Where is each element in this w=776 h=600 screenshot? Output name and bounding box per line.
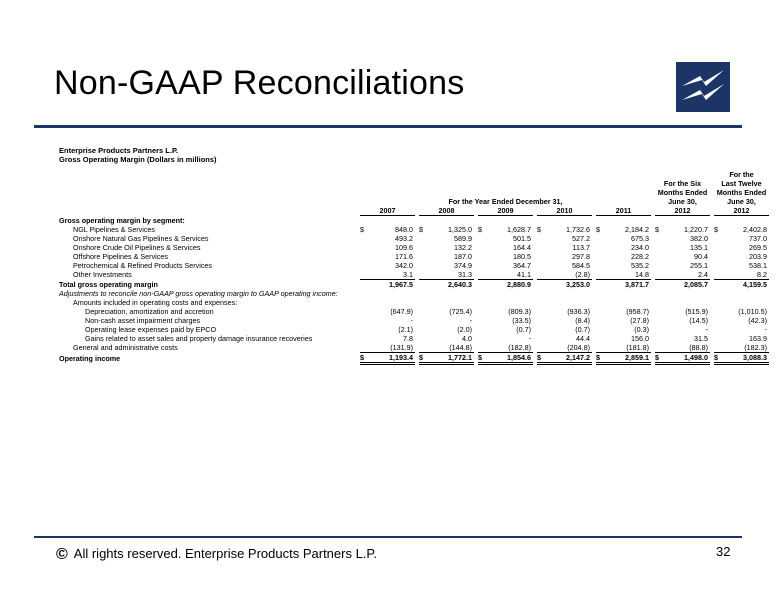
row-value: 342.0 (395, 260, 413, 270)
row-value: 171.6 (395, 251, 413, 261)
row-label: Gains related to asset sales and property damage insurance recoveries (85, 333, 313, 343)
row-value: (958.7) (626, 306, 649, 316)
row-value: 2,184.2 (625, 224, 649, 234)
dollar-sign (596, 216, 608, 225)
dollar-sign (596, 343, 608, 353)
dollar-sign (478, 334, 490, 343)
dollar-sign (478, 270, 490, 280)
dollar-sign (360, 261, 372, 270)
row-value (667, 298, 710, 307)
row-value: 1,325.0 (448, 224, 472, 234)
row-value: 163.9 (749, 333, 767, 343)
dollar-sign (655, 307, 667, 316)
table-row (59, 279, 769, 289)
row-value: (131.9) (372, 343, 415, 353)
six-head-line1: For the Six (663, 179, 702, 188)
row-label: Petrochemical & Refined Products Services (73, 260, 213, 270)
row-value: 7.8 (403, 333, 413, 343)
dollar-sign (655, 261, 667, 270)
row-value: (42.3) (748, 315, 767, 325)
row-value: 109.6 (395, 242, 413, 252)
page-title: Non-GAAP Reconciliations (54, 64, 465, 102)
dollar-sign (360, 279, 372, 289)
dollar-sign (655, 252, 667, 261)
row-value: 297.8 (572, 251, 590, 261)
table-row (59, 234, 769, 243)
dollar-sign (596, 316, 608, 325)
table-row (59, 216, 769, 225)
dollar-sign (360, 216, 372, 225)
col-ltm-2012: 2012 (714, 206, 769, 216)
bottom-divider (34, 536, 742, 538)
row-value: (181.8) (608, 343, 651, 353)
table-row (59, 343, 769, 353)
row-value (490, 289, 533, 298)
dollar-sign: $ (537, 352, 549, 363)
row-value: 1,498.0 (667, 352, 710, 363)
row-value: (0.7) (575, 324, 590, 334)
ltm-head-line4: June 30, (727, 197, 756, 206)
dollar-sign (537, 261, 549, 270)
row-value (667, 289, 710, 298)
dollar-sign (478, 298, 490, 307)
row-value (608, 289, 651, 298)
ltm-head-line2: Last Twelve (721, 179, 762, 188)
dollar-sign (537, 252, 549, 261)
row-value (372, 298, 415, 307)
row-value: (0.3) (634, 324, 649, 334)
table-row (59, 316, 769, 325)
row-value (726, 216, 769, 225)
row-value: (88.8) (667, 343, 710, 353)
row-value: 584.5 (572, 260, 590, 270)
dollar-sign (655, 316, 667, 325)
dollar-sign (478, 343, 490, 353)
row-value: 269.5 (749, 242, 767, 252)
row-value: (515.9) (685, 306, 708, 316)
dollar-sign (655, 334, 667, 343)
dollar-sign (596, 279, 608, 289)
row-value (726, 289, 769, 298)
dollar-sign: $ (596, 352, 608, 363)
dollar-sign (596, 334, 608, 343)
dollar-sign: $ (714, 352, 726, 363)
row-value: 535.2 (631, 260, 649, 270)
dollar-sign (360, 270, 372, 280)
dollar-sign (655, 298, 667, 307)
row-label: Gross operating margin by segment: (59, 215, 185, 225)
row-value: 90.4 (694, 251, 708, 261)
row-value: 2,402.8 (743, 224, 767, 234)
row-value: 8.2 (726, 270, 769, 280)
dollar-sign (537, 298, 549, 307)
six-head-line3: June 30, (668, 197, 697, 206)
dollar-sign: $ (714, 224, 718, 234)
dollar-sign (596, 289, 608, 298)
company-name: Enterprise Products Partners L.P. (59, 146, 179, 155)
row-value: 2,640.3 (448, 279, 472, 289)
six-head-line2: Months Ended (657, 188, 708, 197)
row-value: (33.5) (512, 315, 531, 325)
col-2011: 2011 (596, 206, 651, 216)
dollar-sign (714, 316, 726, 325)
dollar-sign (655, 325, 667, 334)
dollar-sign (714, 334, 726, 343)
dollar-sign: $ (419, 352, 431, 363)
dollar-sign (596, 243, 608, 252)
row-value: 2,085.7 (684, 279, 708, 289)
row-value: 135.1 (690, 242, 708, 252)
row-value: 3,088.3 (726, 352, 769, 363)
year-group-head: For the Year Ended December 31, (448, 197, 563, 206)
row-value: 737.0 (749, 233, 767, 243)
dollar-sign (537, 307, 549, 316)
dollar-sign (419, 298, 431, 307)
row-label: Amounts included in operating costs and expenses: (73, 297, 238, 307)
row-label: Non-cash asset impairment charges (85, 315, 201, 325)
row-value: 41.1 (490, 270, 533, 280)
row-value (372, 289, 415, 298)
dollar-sign (537, 325, 549, 334)
row-value: 3.1 (372, 270, 415, 280)
row-value: 4.0 (462, 333, 472, 343)
row-value: 1,854.6 (490, 352, 533, 363)
col-six-2012: 2012 (655, 206, 710, 216)
row-value (608, 298, 651, 307)
dollar-sign (478, 325, 490, 334)
row-value: 164.4 (513, 242, 531, 252)
row-value: 255.1 (690, 260, 708, 270)
dollar-sign (596, 270, 608, 280)
dollar-sign (537, 243, 549, 252)
row-value (549, 298, 592, 307)
dollar-sign (360, 334, 372, 343)
dollar-sign (419, 261, 431, 270)
row-value: 156.0 (631, 333, 649, 343)
row-value: (809.3) (508, 306, 531, 316)
table-row (59, 334, 769, 343)
dollar-sign (360, 307, 372, 316)
dollar-sign (714, 252, 726, 261)
dollar-sign (537, 216, 549, 225)
dollar-sign (419, 343, 431, 353)
dollar-sign (360, 316, 372, 325)
dollar-sign (360, 298, 372, 307)
row-value: (204.8) (549, 343, 592, 353)
dollar-sign: $ (360, 224, 364, 234)
dollar-sign (714, 279, 726, 289)
row-value: - (528, 333, 531, 343)
dollar-sign (655, 270, 667, 280)
dollar-sign (714, 325, 726, 334)
row-value: 374.9 (454, 260, 472, 270)
dollar-sign (360, 289, 372, 298)
dollar-sign (714, 307, 726, 316)
row-value: (725.4) (449, 306, 472, 316)
row-label: Total gross operating margin (59, 279, 158, 289)
dollar-sign (478, 279, 490, 289)
row-value (726, 298, 769, 307)
row-value (490, 298, 533, 307)
row-value: 493.2 (395, 233, 413, 243)
row-value: 113.7 (572, 242, 590, 252)
row-value (549, 216, 592, 225)
row-value: (2.8) (549, 270, 592, 280)
row-value: 2.4 (667, 270, 710, 280)
row-value: 382.0 (690, 233, 708, 243)
dollar-sign: $ (537, 224, 541, 234)
row-value: 14.8 (608, 270, 651, 280)
col-2010: 2010 (537, 206, 592, 216)
table-row (59, 289, 769, 298)
table-row (59, 225, 769, 234)
table-row (59, 352, 769, 363)
dollar-sign (714, 343, 726, 353)
footer-text: All rights reserved. Enterprise Products Partners L.P. (73, 546, 378, 561)
table-subtitle: Gross Operating Margin (Dollars in millions) (59, 155, 217, 164)
row-value: 1,732.6 (566, 224, 590, 234)
row-value: (1,010.5) (738, 306, 767, 316)
row-value: 44.4 (576, 333, 590, 343)
dollar-sign (419, 234, 431, 243)
column-years-row (59, 206, 769, 216)
row-value: 3,871.7 (625, 279, 649, 289)
dollar-sign (655, 243, 667, 252)
row-value: (27.8) (630, 315, 649, 325)
copyright-icon: © (56, 546, 68, 563)
row-value: 132.2 (454, 242, 472, 252)
row-label: Operating lease expenses paid by EPCO (85, 324, 217, 334)
row-value: (14.5) (689, 315, 708, 325)
dollar-sign (714, 270, 726, 280)
company-logo-icon (676, 62, 730, 112)
page-number: 32 (716, 544, 731, 559)
dollar-sign (655, 343, 667, 353)
dollar-sign (419, 270, 431, 280)
table-row (59, 261, 769, 270)
table-row (59, 325, 769, 334)
dollar-sign: $ (655, 352, 667, 363)
dollar-sign (478, 216, 490, 225)
footer (56, 546, 377, 564)
dollar-sign (478, 234, 490, 243)
dollar-sign (478, 307, 490, 316)
dollar-sign (360, 234, 372, 243)
row-value (549, 289, 592, 298)
dollar-sign: $ (655, 224, 659, 234)
ltm-head-line1: For the (729, 170, 754, 179)
row-value: 2,147.2 (549, 352, 592, 363)
row-value: (182.8) (490, 343, 533, 353)
dollar-sign: $ (419, 224, 423, 234)
row-value: - (469, 315, 472, 325)
row-value (372, 216, 415, 225)
dollar-sign (655, 279, 667, 289)
row-value: 675.3 (631, 233, 649, 243)
dollar-sign (478, 316, 490, 325)
row-label: Operating income (59, 354, 121, 363)
dollar-sign (537, 316, 549, 325)
dollar-sign (419, 279, 431, 289)
dollar-sign (478, 261, 490, 270)
dollar-sign (596, 325, 608, 334)
dollar-sign: $ (596, 224, 600, 234)
row-value: 364.7 (513, 260, 531, 270)
row-value: 180.5 (513, 251, 531, 261)
dollar-sign (596, 307, 608, 316)
row-value: 2,859.1 (608, 352, 651, 363)
row-value: (182.3) (726, 343, 769, 353)
dollar-sign (419, 216, 431, 225)
row-value: 1,193.4 (372, 352, 415, 363)
col-2008: 2008 (419, 206, 474, 216)
dollar-sign (478, 289, 490, 298)
row-value (490, 216, 533, 225)
dollar-sign: $ (478, 352, 490, 363)
dollar-sign (478, 243, 490, 252)
row-value: (2.1) (398, 324, 413, 334)
ltm-head-line3: Months Ended (716, 188, 767, 197)
dollar-sign (360, 325, 372, 334)
row-value: 203.9 (749, 251, 767, 261)
top-divider (34, 125, 742, 128)
dollar-sign (537, 343, 549, 353)
dollar-sign (537, 334, 549, 343)
dollar-sign: $ (478, 224, 482, 234)
row-value: 187.0 (454, 251, 472, 261)
dollar-sign (714, 261, 726, 270)
dollar-sign (596, 298, 608, 307)
dollar-sign (537, 289, 549, 298)
row-value: - (410, 315, 413, 325)
row-value: (936.3) (567, 306, 590, 316)
table-row (59, 307, 769, 316)
dollar-sign (714, 243, 726, 252)
row-value: 234.0 (631, 242, 649, 252)
table-row (59, 270, 769, 280)
dollar-sign (655, 216, 667, 225)
dollar-sign (714, 216, 726, 225)
row-label: General and administrative costs (73, 343, 178, 352)
dollar-sign (419, 252, 431, 261)
dollar-sign (419, 243, 431, 252)
row-value: 31.3 (431, 270, 474, 280)
dollar-sign (419, 325, 431, 334)
dollar-sign (714, 234, 726, 243)
table-row (59, 298, 769, 307)
dollar-sign (714, 289, 726, 298)
col-2009: 2009 (478, 206, 533, 216)
dollar-sign (655, 234, 667, 243)
row-value: (2.0) (457, 324, 472, 334)
row-value: 31.5 (694, 333, 708, 343)
dollar-sign (360, 243, 372, 252)
row-value: 4,159.5 (743, 279, 767, 289)
row-value (431, 216, 474, 225)
table-row (59, 243, 769, 252)
dollar-sign (360, 343, 372, 353)
row-value (431, 289, 474, 298)
row-value: 2,880.9 (507, 279, 531, 289)
col-2007: 2007 (360, 206, 415, 216)
dollar-sign (419, 289, 431, 298)
table-row (59, 252, 769, 261)
dollar-sign (596, 261, 608, 270)
row-value (431, 298, 474, 307)
row-value: 501.5 (513, 233, 531, 243)
dollar-sign (419, 334, 431, 343)
row-value: 589.9 (454, 233, 472, 243)
row-label: Depreciation, amortization and accretion (85, 306, 214, 316)
dollar-sign (596, 252, 608, 261)
dollar-sign: $ (360, 352, 372, 363)
row-label: Onshore Natural Gas Pipelines & Services (73, 233, 209, 243)
row-value: (0.7) (516, 324, 531, 334)
financial-table (59, 170, 769, 365)
row-label: Onshore Crude Oil Pipelines & Services (73, 242, 201, 252)
row-value (608, 216, 651, 225)
row-label: Other Investments (73, 270, 132, 279)
dollar-sign (714, 298, 726, 307)
row-label: Adjustments to reconcile non-GAAP gross operating margin to GAAP operating income: (59, 288, 338, 298)
row-value (667, 216, 710, 225)
row-value: 527.2 (572, 233, 590, 243)
row-value: 848.0 (395, 224, 413, 234)
dollar-sign (537, 234, 549, 243)
dollar-sign (419, 307, 431, 316)
row-value: 1,220.7 (684, 224, 708, 234)
dollar-sign (537, 279, 549, 289)
dollar-sign (537, 270, 549, 280)
row-value: - (705, 324, 708, 334)
dollar-sign (360, 252, 372, 261)
row-value: 1,772.1 (431, 352, 474, 363)
dollar-sign (478, 252, 490, 261)
row-label: NGL Pipelines & Services (73, 224, 156, 234)
dollar-sign (419, 316, 431, 325)
row-value: 228.2 (631, 251, 649, 261)
row-value: 538.1 (749, 260, 767, 270)
row-value: 1,967.5 (389, 279, 413, 289)
row-value: (144.8) (431, 343, 474, 353)
row-value: - (764, 324, 767, 334)
row-value: 3,253.0 (566, 279, 590, 289)
row-value: 1,628.7 (507, 224, 531, 234)
dollar-sign (596, 234, 608, 243)
dollar-sign (655, 289, 667, 298)
row-label: Offshore Pipelines & Services (73, 251, 168, 261)
row-value: (8.4) (575, 315, 590, 325)
row-value: (647.9) (390, 306, 413, 316)
